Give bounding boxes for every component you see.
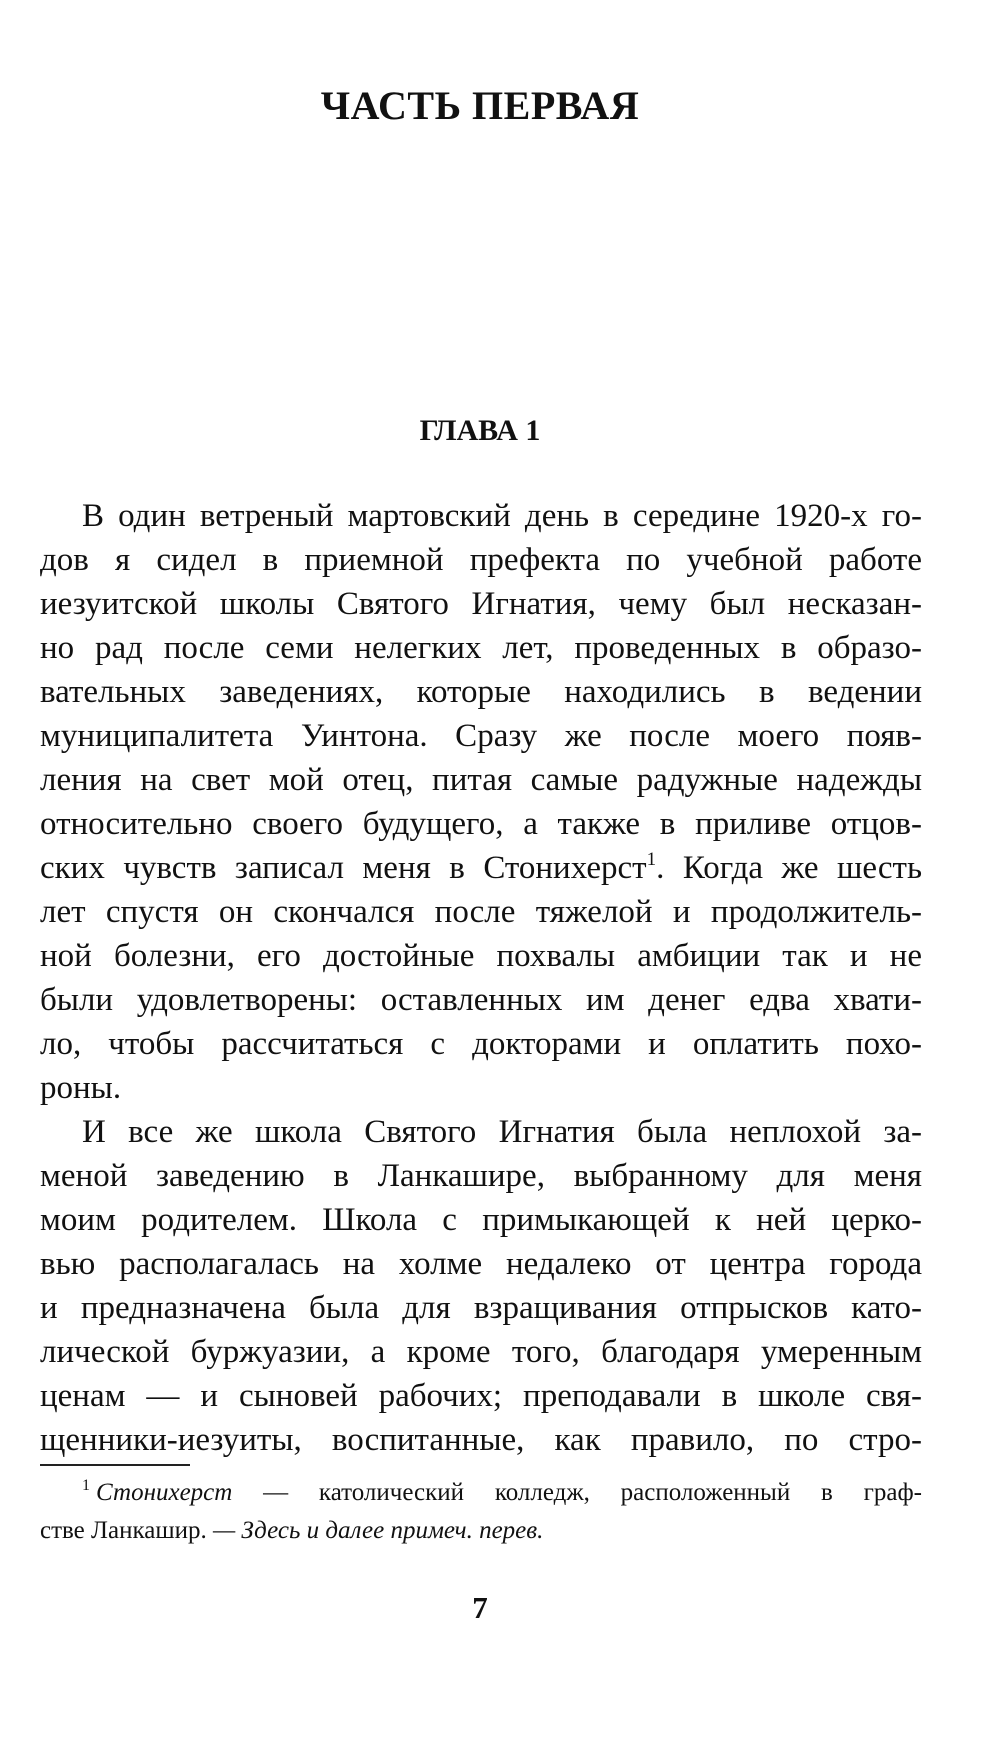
text-line: В один ветреный мартовский день в середине 1920-х го- xyxy=(82,498,922,534)
text-line: иезуитской школы Святого Игнатия, чему был несказан- xyxy=(40,586,922,622)
footnote xyxy=(40,1474,922,1550)
text-line: вательных заведениях, которые находились в ведении xyxy=(40,674,922,710)
chapter-title: ГЛАВА 1 xyxy=(419,414,541,447)
text-line: дов я сидел в приемной префекта по учебной работе xyxy=(40,542,922,578)
page-number: 7 xyxy=(472,1590,488,1625)
footnote-text: стве Ланкашир. xyxy=(40,1517,213,1544)
footnote-reference: 1 xyxy=(646,849,657,870)
body-text xyxy=(40,494,922,1462)
text-line: лет спустя он скончался после тяжелой и продолжитель- xyxy=(40,894,922,930)
text-line-part: ских чувств записал меня в Стонихерст xyxy=(40,850,647,886)
text-line: щенники-иезуиты, воспитанные, как правило, по стро- xyxy=(40,1422,922,1458)
text-line: ной болезни, его достойные похвалы амбиции так и не xyxy=(40,938,922,974)
text-line: ценам — и сыновей рабочих; преподавали в школе свя- xyxy=(40,1378,922,1414)
text-line: ло, чтобы рассчитаться с докторами и оплатить похо- xyxy=(40,1026,922,1062)
footnote-translator-note: — Здесь и далее примеч. перев. xyxy=(212,1517,544,1544)
text-line: моим родителем. Школа с примыкающей к ней церко- xyxy=(40,1202,922,1238)
text-line: относительно своего будущего, а также в приливе отцов- xyxy=(40,806,922,842)
footnote-term: Стонихерст xyxy=(96,1479,233,1506)
text-line: были удовлетворены: оставленных им денег едва хвати- xyxy=(40,982,922,1018)
text-line: роны. xyxy=(40,1070,122,1106)
text-line: муниципалитета Уинтона. Сразу же после моего появ- xyxy=(40,718,922,754)
text-line: и предназначена была для взращивания отпрысков като- xyxy=(40,1290,922,1326)
footnote-divider xyxy=(40,1464,190,1466)
text-line: но рад после семи нелегких лет, проведенных в образо- xyxy=(40,630,922,666)
footnote-line xyxy=(40,1512,922,1550)
text-line: вью располагалась на холме недалеко от центра города xyxy=(40,1246,922,1282)
text-line: ления на свет мой отец, питая самые радужные надежды xyxy=(40,762,922,798)
footnote-line xyxy=(40,1474,922,1512)
text-line-with-footnote-ref xyxy=(40,846,922,890)
footnote-text: — католический колледж, расположенный в граф- xyxy=(232,1479,922,1506)
text-line: лической буржуазии, а кроме того, благодаря умеренным xyxy=(40,1334,922,1370)
footnote-number: 1 xyxy=(82,1477,90,1494)
text-line: И все же школа Святого Игнатия была неплохой за- xyxy=(82,1114,922,1150)
part-title: ЧАСТЬ ПЕРВАЯ xyxy=(320,83,640,128)
text-line: меной заведению в Ланкашире, выбранному для меня xyxy=(40,1158,922,1194)
text-line-part: . Когда же шесть xyxy=(656,850,922,886)
